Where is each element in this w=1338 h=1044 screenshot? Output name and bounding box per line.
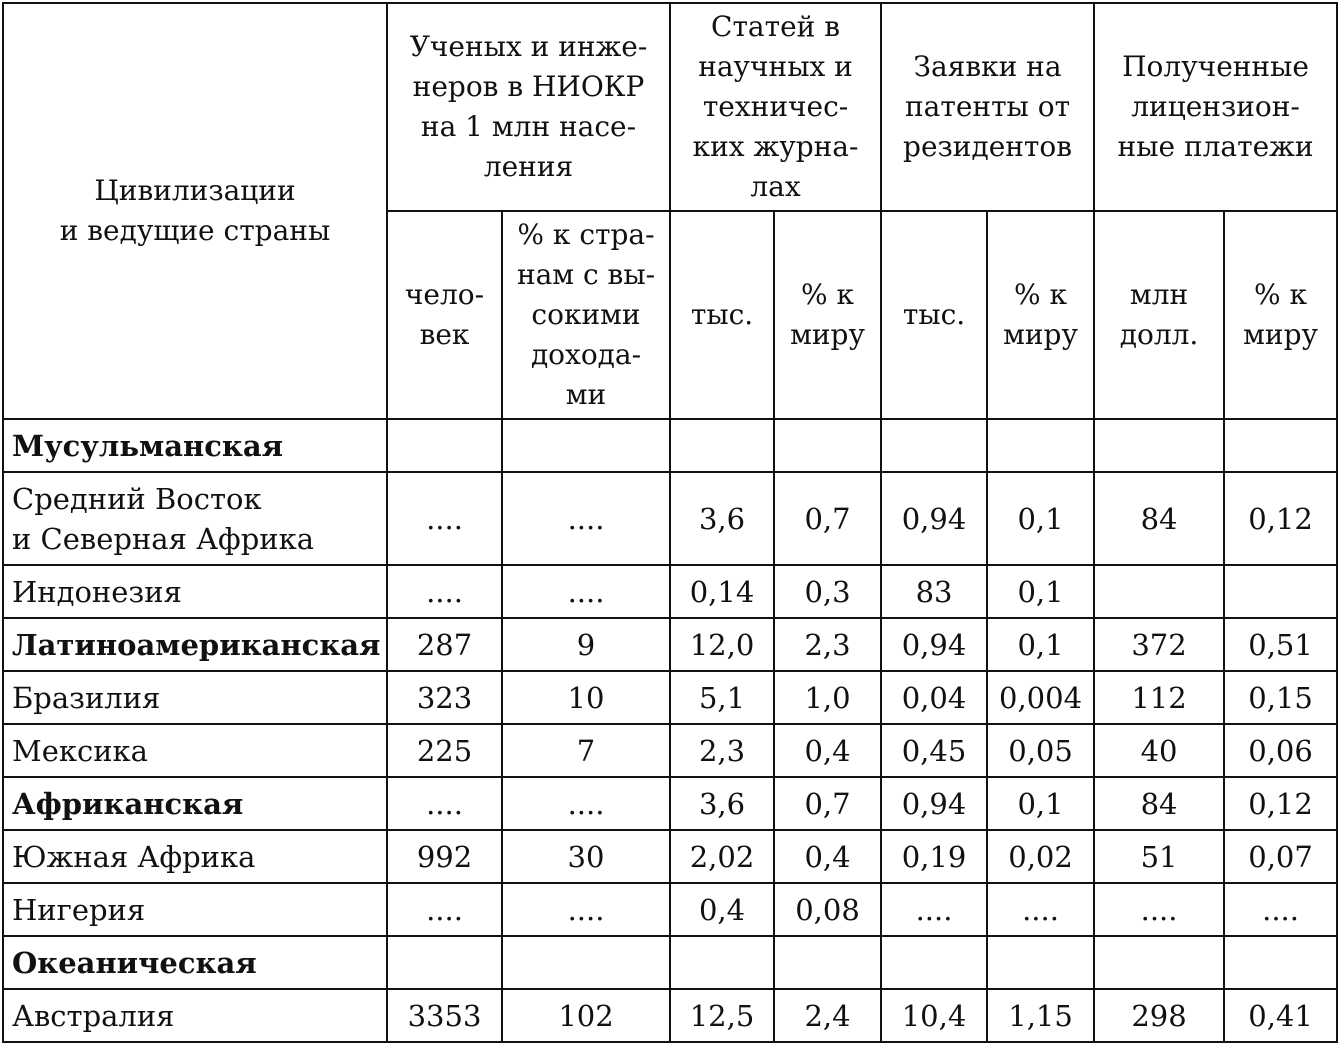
group-header-licenses [1094,3,1337,211]
subheader-label: % к миру [790,278,865,351]
table-cell: 0,7 [774,472,881,565]
table-header [3,3,1337,419]
table-cell [1094,936,1224,989]
subheader-label: тыс. [902,298,966,331]
table-cell: 0,45 [881,724,987,777]
table-cell: .... [502,883,670,936]
table-cell: 2,4 [774,989,881,1042]
subheader-label: чело- век [404,278,485,351]
table-cell: .... [387,777,502,830]
table-cell: 10 [502,671,670,724]
subheader-cell [774,211,881,419]
subheader-cell [1094,211,1224,419]
table-cell: 0,004 [987,671,1094,724]
table-cell: 323 [387,671,502,724]
subheader-cell [987,211,1094,419]
table-cell: .... [1094,883,1224,936]
table-cell: 0,1 [987,618,1094,671]
table-cell: 0,07 [1224,830,1337,883]
table-group-row [3,777,1337,830]
table-cell: 0,4 [670,883,774,936]
table-cell [670,936,774,989]
table-row [3,472,1337,565]
row-label: Индонезия [12,574,182,609]
table-cell [774,936,881,989]
table-cell: 225 [387,724,502,777]
table-cell: 2,02 [670,830,774,883]
table-cell [774,419,881,472]
row-label: Средний Восток и Северная Африка [12,481,315,556]
subheader-label: % к миру [1243,278,1318,351]
table-cell: 2,3 [774,618,881,671]
row-label: Океаническая [12,945,257,980]
table-cell: 84 [1094,472,1224,565]
subheader-cell [387,211,502,419]
table-cell [670,419,774,472]
table-cell: 0,02 [987,830,1094,883]
table-cell [1094,565,1224,618]
table-cell: 287 [387,618,502,671]
table-cell: 12,0 [670,618,774,671]
table-group-row [3,419,1337,472]
table-row [3,565,1337,618]
country-name [3,472,387,565]
table-cell: 10,4 [881,989,987,1042]
group-header-articles [670,3,881,211]
table-cell [881,419,987,472]
table-cell: .... [987,883,1094,936]
table-cell: 0,7 [774,777,881,830]
country-name [3,724,387,777]
table-cell: 0,1 [987,565,1094,618]
table-cell [987,419,1094,472]
group-header-label: Статей в научных и техничес- ких журна- лах [692,10,859,203]
table-cell [1224,936,1337,989]
row-label: Мусульманская [12,428,284,463]
corner-header [3,3,387,419]
civilization-name [3,618,387,671]
table-row [3,989,1337,1042]
table-cell [387,419,502,472]
table-cell: 992 [387,830,502,883]
table-cell: 30 [502,830,670,883]
table-row [3,830,1337,883]
table-cell: 0,4 [774,724,881,777]
row-label: Африканская [12,786,244,821]
table-cell: 40 [1094,724,1224,777]
table-cell: 1,15 [987,989,1094,1042]
table-cell [502,419,670,472]
table-cell: 0,3 [774,565,881,618]
subheader-cell [881,211,987,419]
table-cell: 9 [502,618,670,671]
table-cell: 0,19 [881,830,987,883]
country-name [3,883,387,936]
table-cell: 3,6 [670,777,774,830]
table-row [3,883,1337,936]
table-cell: .... [502,565,670,618]
table-cell: 84 [1094,777,1224,830]
table-cell: .... [502,777,670,830]
table-cell: .... [387,565,502,618]
table-cell: 5,1 [670,671,774,724]
table-cell [987,936,1094,989]
table-cell: 0,15 [1224,671,1337,724]
corner-header-label: Цивилизации и ведущие страны [59,174,331,247]
country-name [3,671,387,724]
row-label: Латиноамериканская [12,627,381,662]
group-header-label: Полученные лицензион- ные платежи [1117,50,1314,163]
row-label: Южная Африка [12,839,256,874]
table-cell: 0,1 [987,472,1094,565]
table-cell: 372 [1094,618,1224,671]
table-row [3,724,1337,777]
table-cell: .... [502,472,670,565]
subheader-cell [502,211,670,419]
row-label: Австралия [12,998,175,1033]
table-cell: 0,12 [1224,777,1337,830]
table-cell: 0,41 [1224,989,1337,1042]
table-cell: 3353 [387,989,502,1042]
country-name [3,989,387,1042]
row-label: Мексика [12,733,148,768]
table-cell: 0,1 [987,777,1094,830]
table-cell: 0,12 [1224,472,1337,565]
table-cell [881,936,987,989]
group-header-scientists [387,3,670,211]
civilization-name [3,777,387,830]
subheader-label: тыс. [690,298,754,331]
table-cell: 51 [1094,830,1224,883]
table-cell: 3,6 [670,472,774,565]
table-cell: 0,4 [774,830,881,883]
table-cell: 0,04 [881,671,987,724]
table-cell [502,936,670,989]
table-cell: 1,0 [774,671,881,724]
group-header-label: Ученых и инже- неров в НИОКР на 1 млн насе- ления [409,30,648,183]
table-row [3,671,1337,724]
table-cell: 0,08 [774,883,881,936]
table-cell: 0,94 [881,618,987,671]
country-name [3,565,387,618]
table-cell: .... [387,472,502,565]
subheader-label: % к миру [1003,278,1078,351]
table-cell: 0,94 [881,777,987,830]
group-header-label: Заявки на патенты от резидентов [903,50,1073,163]
subheader-cell [670,211,774,419]
table-cell: 102 [502,989,670,1042]
row-label: Нигерия [12,892,146,927]
table-cell: 0,94 [881,472,987,565]
table-cell: .... [387,883,502,936]
table-cell: .... [1224,883,1337,936]
table-cell: 83 [881,565,987,618]
table-cell: 0,05 [987,724,1094,777]
table-cell: 7 [502,724,670,777]
civilization-name [3,419,387,472]
civilization-name [3,936,387,989]
country-name [3,830,387,883]
subheader-label: млн долл. [1119,278,1199,351]
table-cell: .... [881,883,987,936]
table-cell: 112 [1094,671,1224,724]
row-label: Бразилия [12,680,161,715]
table-cell [1224,419,1337,472]
table-cell: 0,51 [1224,618,1337,671]
table-cell: 12,5 [670,989,774,1042]
table-cell [1094,419,1224,472]
subheader-cell [1224,211,1337,419]
table-cell: 0,06 [1224,724,1337,777]
table-cell: 298 [1094,989,1224,1042]
table-cell: 2,3 [670,724,774,777]
data-table [2,2,1338,1043]
table-cell [387,936,502,989]
table-body [3,419,1337,1042]
table-cell [1224,565,1337,618]
subheader-label: % к стра- нам с вы- сокими дохода- ми [516,218,656,411]
table-cell: 0,14 [670,565,774,618]
group-header-patents [881,3,1094,211]
table-group-row [3,936,1337,989]
table-group-row [3,618,1337,671]
